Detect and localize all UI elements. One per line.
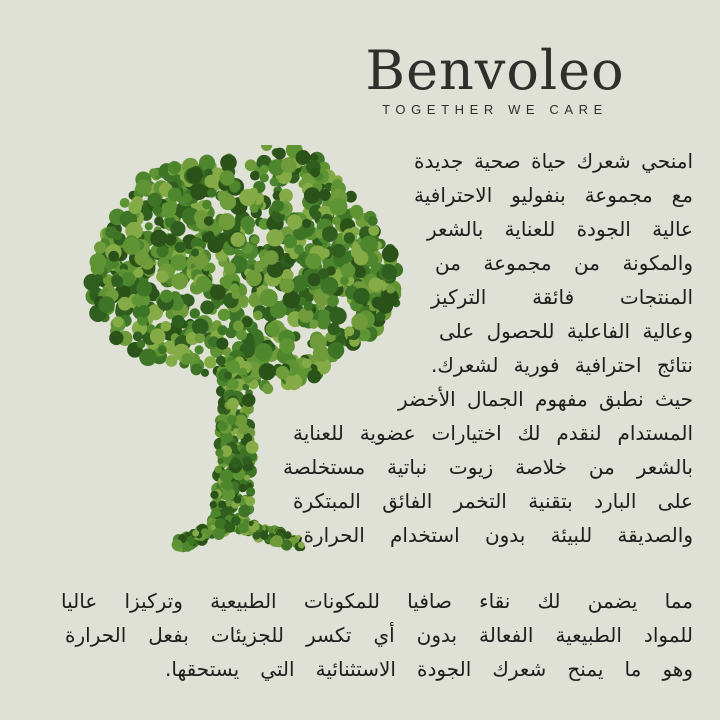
leaf-cluster bbox=[261, 145, 272, 151]
leaf-cluster bbox=[217, 325, 227, 335]
text-line: على البارد بتقنية التخمر الفائق المبتكرة bbox=[293, 489, 693, 513]
leaf-cluster bbox=[171, 254, 187, 270]
leaf-cluster bbox=[319, 189, 331, 201]
leaf-cluster bbox=[312, 210, 322, 220]
leaf-cluster bbox=[202, 200, 211, 209]
leaf-cluster bbox=[274, 148, 286, 160]
leaf-cluster bbox=[210, 501, 217, 508]
leaf-cluster bbox=[242, 393, 255, 406]
leaf-cluster bbox=[239, 523, 245, 529]
leaf-cluster bbox=[109, 331, 123, 345]
leaf-cluster bbox=[191, 248, 199, 256]
leaf-cluster bbox=[266, 322, 280, 336]
text-line: عالية الجودة للعناية بالشعر bbox=[427, 217, 693, 241]
leaf-cluster bbox=[279, 189, 293, 203]
leaf-cluster bbox=[224, 372, 232, 380]
leaf-cluster bbox=[369, 278, 383, 292]
leaf-cluster bbox=[220, 194, 236, 210]
leaf-cluster bbox=[287, 214, 302, 229]
leaf-cluster bbox=[260, 173, 269, 182]
leaf-cluster bbox=[260, 289, 278, 307]
leaf-cluster bbox=[220, 277, 230, 287]
brand-logo bbox=[360, 40, 630, 117]
leaf-cluster bbox=[217, 421, 227, 431]
leaf-cluster bbox=[205, 175, 218, 188]
leaf-cluster bbox=[215, 449, 223, 457]
leaf-cluster bbox=[168, 188, 182, 202]
brand-tagline: TOGETHER WE CARE bbox=[382, 102, 608, 117]
leaf-cluster bbox=[206, 231, 215, 240]
leaf-cluster bbox=[171, 273, 188, 290]
leaf-cluster bbox=[170, 221, 185, 236]
leaf-cluster bbox=[354, 251, 369, 266]
leaf-cluster bbox=[235, 415, 247, 427]
leaf-cluster bbox=[247, 487, 256, 496]
text-line: المستدام لنقدم لك اختيارات عضوية للعناية bbox=[293, 421, 693, 445]
leaf-cluster bbox=[136, 180, 152, 196]
leaf-cluster bbox=[255, 264, 263, 272]
leaf-cluster bbox=[230, 458, 241, 469]
leaf-cluster bbox=[139, 349, 157, 367]
leaf-cluster bbox=[220, 482, 227, 489]
leaf-cluster bbox=[386, 285, 395, 294]
leaf-cluster bbox=[172, 315, 185, 328]
leaf-cluster bbox=[252, 523, 260, 531]
text-line: مما يضمن لك نقاء صافيا للمكونات الطبيعية وتركيزا عاليا bbox=[61, 589, 693, 613]
leaf-cluster bbox=[150, 230, 167, 247]
leaf-cluster bbox=[302, 219, 311, 228]
text-line: وعالية الفاعلية للحصول على bbox=[439, 319, 693, 343]
leaf-cluster bbox=[280, 278, 295, 293]
text-line: والصديقة للبيئة بدون استخدام الحرارة، bbox=[297, 523, 693, 547]
leaf-cluster bbox=[157, 245, 169, 257]
leaf-cluster bbox=[232, 291, 240, 299]
leaf-cluster bbox=[210, 491, 218, 499]
leaf-cluster bbox=[192, 318, 209, 335]
leaf-cluster bbox=[305, 253, 321, 269]
leaf-cluster bbox=[322, 226, 338, 242]
leaf-cluster bbox=[183, 294, 192, 303]
leaf-cluster bbox=[168, 161, 181, 174]
leaf-cluster bbox=[242, 456, 251, 465]
leaf-cluster bbox=[213, 528, 225, 540]
leaf-cluster bbox=[310, 168, 320, 178]
leaf-cluster bbox=[149, 168, 158, 177]
leaf-cluster bbox=[272, 200, 284, 212]
leaf-cluster bbox=[145, 222, 153, 230]
text-line: مع مجموعة بنفوليو الاحترافية bbox=[414, 183, 693, 207]
leaf-cluster bbox=[279, 338, 295, 354]
leaf-cluster bbox=[242, 384, 249, 391]
leaf-cluster bbox=[210, 525, 215, 530]
leaf-cluster bbox=[189, 539, 196, 546]
leaf-cluster bbox=[210, 284, 226, 300]
leaf-cluster bbox=[182, 194, 192, 204]
leaf-cluster bbox=[245, 159, 257, 171]
text-line: المنتجات فائقة التركيز bbox=[431, 285, 693, 309]
leaf-cluster bbox=[160, 202, 176, 218]
leaf-cluster bbox=[353, 210, 363, 220]
leaf-cluster bbox=[344, 232, 355, 243]
leaf-cluster bbox=[329, 307, 346, 324]
leaf-cluster bbox=[321, 277, 339, 295]
leaf-cluster bbox=[175, 242, 186, 253]
leaf-cluster bbox=[123, 237, 141, 255]
brand-name: Benvoleo bbox=[365, 39, 625, 102]
leaf-cluster bbox=[276, 366, 289, 379]
leaf-cluster bbox=[344, 326, 354, 336]
leaf-cluster bbox=[382, 246, 399, 263]
leaf-cluster bbox=[121, 272, 135, 286]
leaf-cluster bbox=[190, 308, 200, 318]
leaf-cluster bbox=[284, 235, 297, 248]
leaf-cluster bbox=[93, 274, 103, 284]
leaf-cluster bbox=[186, 167, 202, 183]
text-line: حيث نطبق مفهوم الجمال الأخضر bbox=[398, 387, 693, 411]
leaf-cluster bbox=[332, 179, 342, 189]
leaf-cluster bbox=[218, 458, 224, 464]
leaf-cluster bbox=[377, 298, 393, 314]
leaf-cluster bbox=[195, 345, 204, 354]
leaf-cluster bbox=[150, 328, 166, 344]
leaf-cluster bbox=[158, 345, 167, 354]
leaf-cluster bbox=[296, 150, 311, 165]
leaf-cluster bbox=[332, 216, 341, 225]
leaf-cluster bbox=[317, 301, 325, 309]
leaf-cluster bbox=[195, 276, 211, 292]
leaf-cluster bbox=[239, 368, 247, 376]
text-line: بالشعر من خلاصة زيوت نباتية مستخلصة bbox=[283, 455, 693, 479]
leaf-cluster bbox=[351, 313, 368, 330]
leaf-cluster bbox=[327, 295, 339, 307]
leaf-cluster bbox=[108, 251, 119, 262]
leaf-cluster bbox=[264, 250, 278, 264]
leaf-cluster bbox=[118, 297, 132, 311]
leaf-cluster bbox=[224, 262, 236, 274]
leaf-cluster bbox=[382, 264, 398, 280]
leaf-cluster bbox=[112, 275, 123, 286]
leaf-cluster bbox=[220, 154, 237, 171]
leaf-cluster bbox=[218, 309, 230, 321]
leaf-cluster bbox=[266, 229, 283, 246]
leaf-cluster bbox=[260, 532, 268, 540]
leaf-cluster bbox=[239, 484, 247, 492]
leaf-cluster bbox=[241, 216, 256, 231]
leaf-cluster bbox=[220, 170, 235, 185]
leaf-cluster bbox=[94, 241, 106, 253]
leaf-cluster bbox=[238, 505, 250, 517]
leaf-cluster bbox=[330, 198, 348, 216]
leaf-cluster bbox=[341, 263, 356, 278]
text-line: للمواد الطبيعية الفعالة بدون أي تكسر للجزيئات بفعل الحرارة bbox=[65, 623, 693, 647]
leaf-cluster bbox=[133, 331, 143, 341]
leaf-cluster bbox=[294, 245, 304, 255]
leaf-cluster bbox=[191, 364, 203, 376]
leaf-cluster bbox=[90, 253, 107, 270]
leaf-cluster bbox=[304, 301, 314, 311]
leaf-cluster bbox=[260, 165, 269, 174]
leaf-cluster bbox=[204, 356, 216, 368]
leaf-cluster bbox=[204, 216, 214, 226]
leaf-cluster bbox=[253, 311, 263, 321]
text-line: والمكونة من مجموعة من bbox=[435, 251, 693, 275]
leaf-cluster bbox=[224, 522, 235, 533]
leaf-cluster bbox=[182, 353, 193, 364]
leaf-cluster bbox=[98, 296, 115, 313]
leaf-cluster bbox=[318, 269, 329, 280]
leaf-cluster bbox=[307, 370, 321, 384]
leaf-cluster bbox=[328, 323, 340, 335]
leaf-cluster bbox=[267, 526, 273, 532]
leaf-cluster bbox=[190, 183, 207, 200]
leaf-cluster bbox=[105, 226, 117, 238]
leaf-cluster bbox=[328, 342, 345, 359]
leaf-cluster bbox=[112, 316, 123, 327]
leaf-cluster bbox=[271, 535, 283, 547]
leaf-cluster bbox=[246, 441, 259, 454]
leaf-cluster bbox=[216, 356, 226, 366]
leaf-cluster bbox=[270, 178, 279, 187]
leaf-cluster bbox=[192, 530, 199, 537]
leaf-cluster bbox=[368, 216, 378, 226]
leaf-cluster bbox=[302, 359, 312, 369]
leaf-cluster bbox=[231, 232, 246, 247]
leaf-cluster bbox=[227, 398, 239, 410]
leaf-cluster bbox=[138, 305, 150, 317]
leaf-cluster bbox=[120, 198, 130, 208]
leaf-cluster bbox=[284, 531, 292, 539]
leaf-cluster bbox=[255, 343, 273, 361]
leaf-cluster bbox=[200, 300, 214, 314]
leaf-cluster bbox=[332, 244, 346, 258]
leaf-cluster bbox=[353, 288, 370, 305]
leaf-cluster bbox=[245, 496, 255, 506]
leaf-cluster bbox=[281, 157, 297, 173]
leaf-cluster bbox=[195, 333, 205, 343]
leaf-cluster bbox=[368, 225, 379, 236]
leaf-cluster bbox=[207, 188, 216, 197]
leaf-cluster bbox=[262, 383, 273, 394]
leaf-cluster bbox=[310, 334, 327, 351]
leaf-cluster bbox=[216, 338, 228, 350]
leaf-cluster bbox=[259, 363, 276, 380]
leaf-cluster bbox=[136, 281, 152, 297]
text-line: نتائج احترافية فورية لشعرك. bbox=[431, 353, 693, 377]
leaf-cluster bbox=[199, 155, 215, 171]
leaf-cluster bbox=[133, 268, 143, 278]
leaf-cluster bbox=[233, 321, 244, 332]
text-line: وهو ما يمنح شعرك الجودة الاستثنائية التي يستحقها. bbox=[165, 657, 693, 681]
text-line: امنحي شعرك حياة صحية جديدة bbox=[414, 149, 693, 173]
leaf-cluster bbox=[250, 171, 260, 181]
leaf-cluster bbox=[227, 378, 239, 390]
leaf-cluster bbox=[304, 187, 320, 203]
leaf-cluster bbox=[160, 290, 173, 303]
leaf-cluster bbox=[218, 213, 235, 230]
leaf-cluster bbox=[234, 496, 242, 504]
leaf-cluster bbox=[128, 201, 141, 214]
leaf-cluster bbox=[201, 369, 209, 377]
leaf-cluster bbox=[251, 236, 259, 244]
leaf-cluster bbox=[148, 193, 163, 208]
leaf-cluster bbox=[239, 189, 256, 206]
leaf-cluster bbox=[156, 270, 169, 283]
leaf-cluster bbox=[154, 217, 163, 226]
leaf-cluster bbox=[172, 539, 183, 550]
leaf-cluster bbox=[360, 236, 378, 254]
leaf-cluster bbox=[227, 415, 237, 425]
leaf-cluster bbox=[283, 291, 300, 308]
leaf-cluster bbox=[218, 500, 226, 508]
